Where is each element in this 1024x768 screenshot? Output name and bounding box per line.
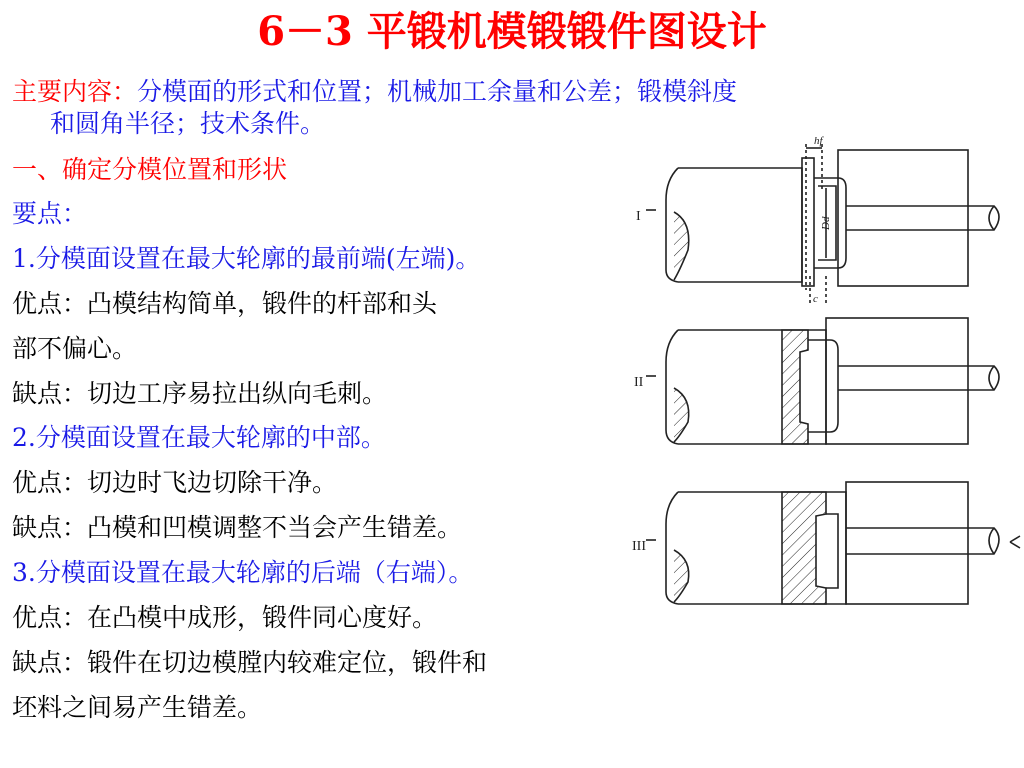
diagram-3 xyxy=(646,482,1020,604)
diagram-3-label: III xyxy=(632,539,646,554)
section-heading: 一、确定分模位置和形状 xyxy=(12,155,288,184)
content-label: 主要内容： xyxy=(12,77,138,106)
diagram-1-label: I xyxy=(636,209,641,224)
item1-pro-line1: 优点：凸模结构简单，锻件的杆部和头 xyxy=(12,289,438,318)
item1-heading: 1.分模面设置在最大轮廓的最前端(左端)。 xyxy=(12,244,481,273)
dim-c-label: c xyxy=(813,293,818,305)
content-text-2: 和圆角半径；技术条件。 xyxy=(50,109,326,138)
item1-pro-line2: 部不偏心。 xyxy=(12,334,138,363)
item3-con-line2: 坯料之间易产生错差。 xyxy=(12,693,263,722)
item3-pro: 优点：在凸模中成形，锻件同心度好。 xyxy=(12,603,438,632)
item3-heading: 3.分模面设置在最大轮廓的后端（右端）。 xyxy=(12,558,474,587)
item3-con-line1: 缺点：锻件在切边模膛内较难定位，锻件和 xyxy=(12,648,488,677)
item1-con: 缺点：切边工序易拉出纵向毛刺。 xyxy=(12,379,388,408)
diagram-2-label: II xyxy=(634,375,644,390)
content-text-1: 分模面的形式和位置；机械加工余量和公差；锻模斜度 xyxy=(137,77,738,106)
dim-dd-label: Dd xyxy=(820,216,832,230)
diagram-2 xyxy=(646,318,999,444)
page-title: 6－3 平锻机模锻锻件图设计 xyxy=(257,8,767,55)
key-points-label: 要点： xyxy=(12,199,88,228)
item2-heading: 2.分模面设置在最大轮廓的中部。 xyxy=(12,423,386,452)
parting-surface-figure xyxy=(630,130,1024,620)
item2-pro: 优点：切边时飞边切除干净。 xyxy=(12,468,338,497)
dim-hf-label: hf xyxy=(814,135,823,147)
item2-con: 缺点：凸模和凹模调整不当会产生错差。 xyxy=(12,513,463,542)
